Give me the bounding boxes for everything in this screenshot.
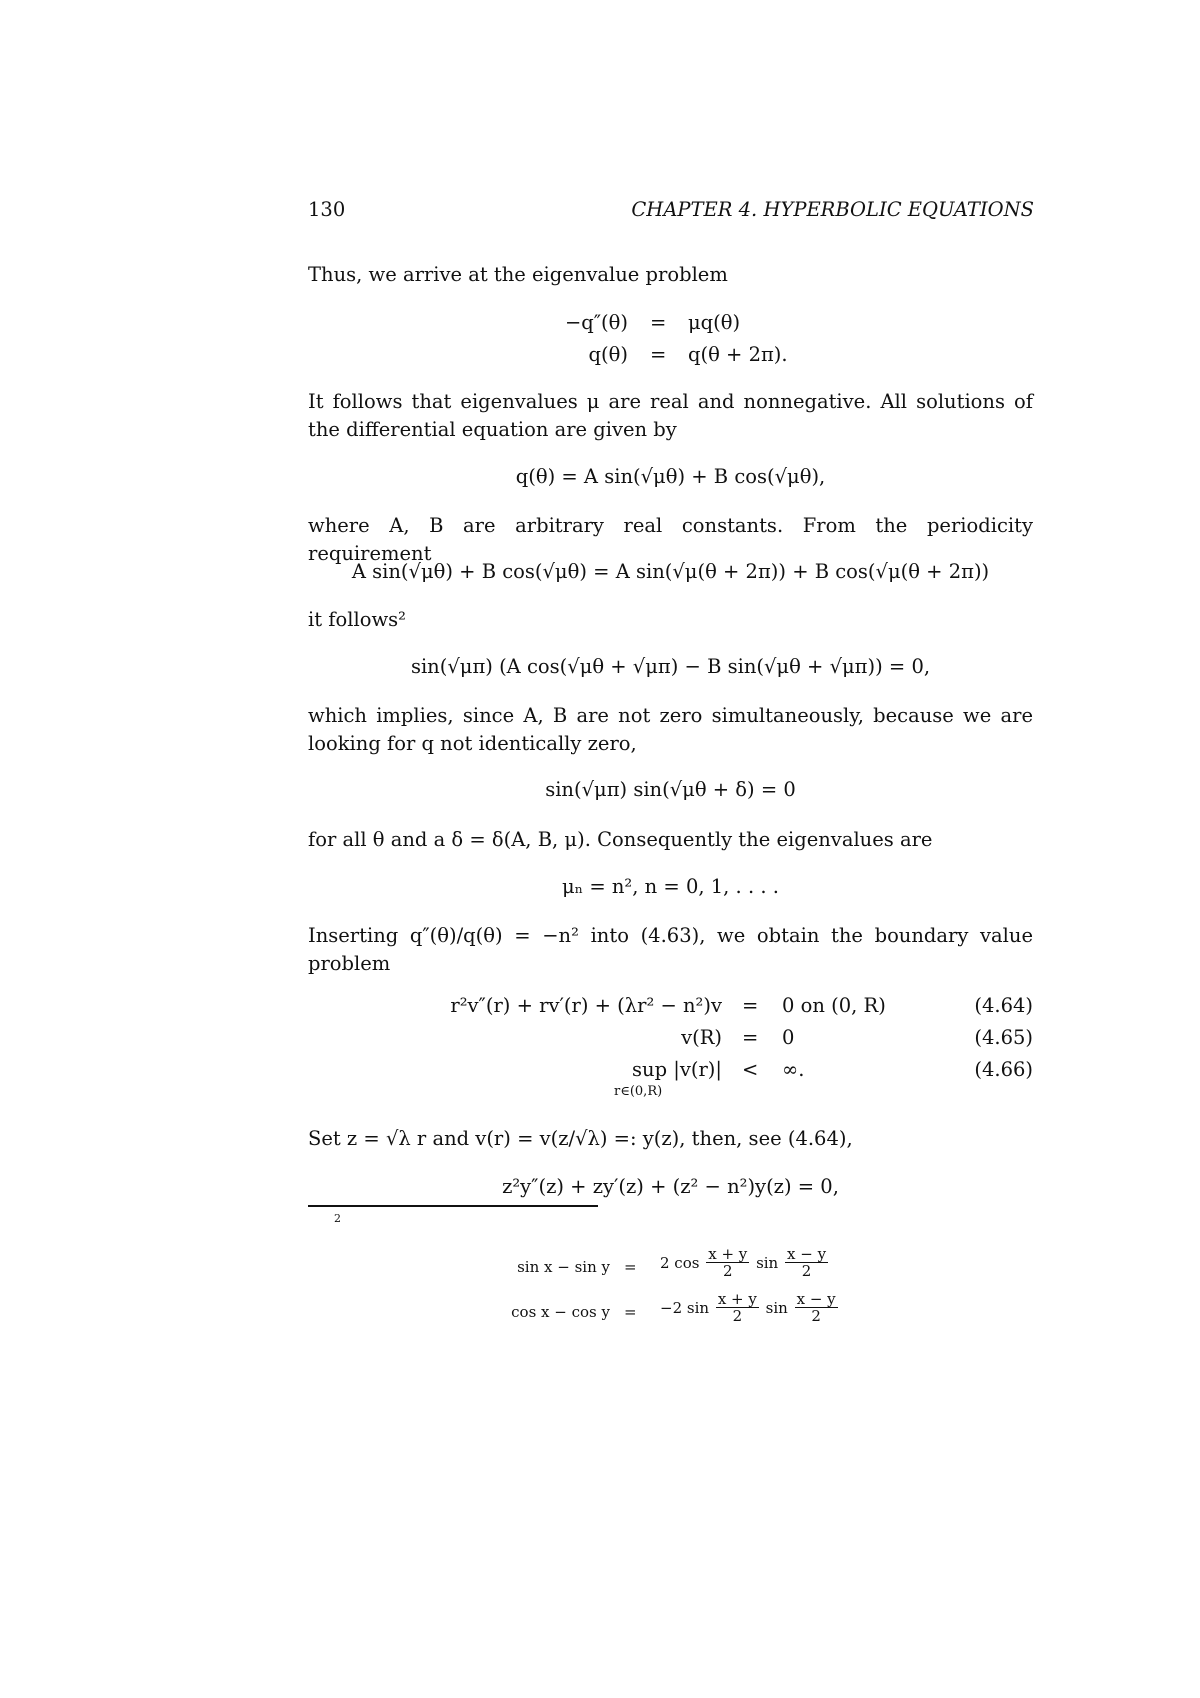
frac-numerator: x − y <box>796 1290 836 1308</box>
general-solution-equation: q(θ) = A sin(√μθ) + B cos(√μθ), <box>515 465 826 488</box>
bvp-row3-rel: < <box>742 1058 759 1081</box>
bvp-row1-rhs: 0 on (0, R) <box>782 994 886 1017</box>
eig-row1-lhs: −q″(θ) <box>564 311 628 334</box>
footnote-row2-frac1 <box>716 1291 759 1324</box>
frac-denominator: 2 <box>722 1262 733 1280</box>
footnote-row2-rel: = <box>624 1303 637 1321</box>
frac-denominator: 2 <box>801 1262 812 1280</box>
footnote-row1-coef: 2 cos <box>660 1253 700 1272</box>
paragraph-substitution: Set z = √λ r and v(r) = v(z/√λ) =: y(z), then, see (4.64), <box>308 1127 853 1150</box>
periodicity-equation: A sin(√μθ) + B cos(√μθ) = A sin(√μ(θ + 2π)) + B cos(√μ(θ + 2π)) <box>351 560 990 583</box>
eig-row2-lhs: q(θ) <box>588 343 628 366</box>
bessel-equation: z²y″(z) + zy′(z) + (z² − n²)y(z) = 0, <box>502 1175 839 1198</box>
bvp-row3-lhs: sup |v(r)| <box>632 1058 722 1081</box>
eig-row2-rel: = <box>650 343 667 366</box>
equation-tag-4-65: (4.65) <box>974 1026 1033 1049</box>
eigenvalues-equation: μₙ = n², n = 0, 1, . . . . <box>562 875 779 898</box>
bvp-row3-rhs: ∞. <box>782 1058 805 1081</box>
frac-numerator: x + y <box>717 1290 757 1308</box>
eig-row1-rhs: μq(θ) <box>688 311 741 334</box>
product-equation: sin(√μπ) (A cos(√μθ + √μπ) − B sin(√μθ + √μπ)) = 0, <box>410 655 931 678</box>
footnote-row2-frac2 <box>795 1291 838 1324</box>
frac-numerator: x + y <box>708 1245 748 1263</box>
bvp-row2-rel: = <box>742 1026 759 1049</box>
paragraph-eigenvalues: for all θ and a δ = δ(A, B, μ). Consequently the eigenvalues are <box>308 828 933 851</box>
footnote-row1-sin: sin <box>756 1253 779 1272</box>
frac-denominator: 2 <box>732 1307 743 1325</box>
bvp-row1-lhs: r²v″(r) + rv′(r) + (λr² − n²)v <box>450 994 722 1017</box>
footnote-row2-rhs <box>660 1291 840 1324</box>
footnote-rule <box>308 1205 598 1207</box>
footnote-row2-coef: −2 sin <box>660 1298 710 1317</box>
running-header: CHAPTER 4. HYPERBOLIC EQUATIONS <box>631 198 1034 221</box>
frac-denominator: 2 <box>811 1307 821 1325</box>
bvp-row2-rhs: 0 <box>782 1026 795 1049</box>
paragraph-implies: which implies, since A, B are not zero simultaneously, because we are looking for q not identically zero, <box>308 704 1033 755</box>
footnote-marker: 2 <box>334 1212 341 1225</box>
page-number: 130 <box>308 198 346 221</box>
eig-row1-rel: = <box>650 311 667 334</box>
footnote-row2-lhs: cos x − cos y <box>511 1303 610 1321</box>
paragraph-constants: where A, B are arbitrary real constants. From the periodicity requirement <box>308 514 1033 565</box>
bvp-row1-rel: = <box>742 994 759 1017</box>
equation-tag-4-64: (4.64) <box>974 994 1033 1017</box>
footnote-row1-rel: = <box>624 1258 637 1276</box>
bvp-row2-lhs: v(R) <box>681 1026 722 1049</box>
paragraph-intro: Thus, we arrive at the eigenvalue problem <box>308 263 728 286</box>
sup-subscript: r∈(0,R) <box>614 1084 663 1099</box>
footnote-row1-rhs <box>660 1246 830 1279</box>
paragraph-it-follows: it follows² <box>308 608 406 631</box>
footnote-row1-lhs: sin x − sin y <box>517 1258 610 1276</box>
footnote-row2-sin: sin <box>765 1298 788 1317</box>
footnote-row1-frac1 <box>706 1246 749 1279</box>
footnote-row1-frac2 <box>785 1246 828 1279</box>
equation-tag-4-66: (4.66) <box>974 1058 1033 1081</box>
paragraph-inserting: Inserting q″(θ)/q(θ) = −n² into (4.63), we obtain the boundary value problem <box>308 924 1033 975</box>
paragraph-nonnegative: It follows that eigenvalues μ are real and nonnegative. All solutions of the differential equation are given by <box>308 390 1033 441</box>
implied-equation: sin(√μπ) sin(√μθ + δ) = 0 <box>545 778 796 801</box>
frac-numerator: x − y <box>787 1245 827 1263</box>
eig-row2-rhs: q(θ + 2π). <box>688 343 788 366</box>
